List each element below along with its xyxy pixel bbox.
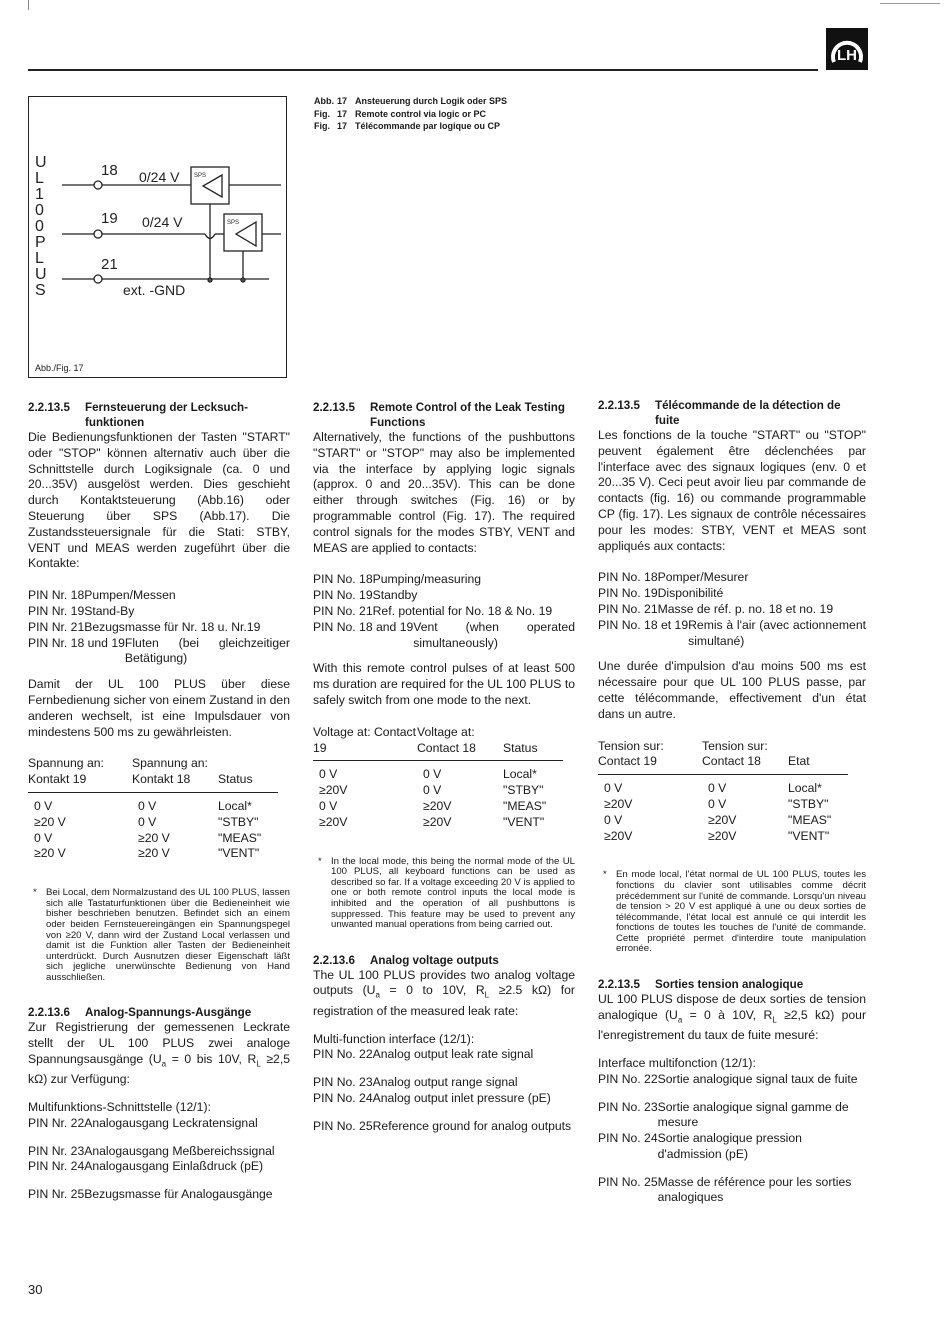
section-title: Fernsteuerung der Lecksuch-funktionen bbox=[85, 401, 248, 429]
text: ≥20V bbox=[423, 798, 452, 813]
intro-paragraph: Les fonctions de la touche "START" ou "STOP" peuvent également être déclenchées par l'interface avec des signaux logiques (env. 0 et 20...35 V). Ceci peut avoir lieu par commande de contacts (fig. 16) ou commande programmable CP (fig. 17). Les signaux de contrôle nécessaires pour les modes: STBY, VENT et MEAS sont appliqués aux contacts: bbox=[598, 428, 866, 553]
text: ≥20V bbox=[604, 796, 633, 811]
text: 0 V bbox=[604, 781, 623, 796]
section-heading bbox=[598, 398, 866, 428]
section-title: Analog-Spannungs-Ausgänge bbox=[85, 1006, 252, 1020]
text: ≥20V bbox=[319, 783, 348, 798]
text: 0 V bbox=[34, 830, 53, 845]
pin-item bbox=[598, 618, 866, 650]
caption-en: Fig. 17 Remote control via logic or PC bbox=[314, 108, 487, 119]
column-header: Tension sur: Contact 19 bbox=[598, 739, 702, 775]
device-letter: S bbox=[35, 282, 46, 299]
text: Analogausgang Leckratensignal bbox=[84, 1115, 258, 1130]
pin-item bbox=[28, 1159, 290, 1175]
text: 0 V bbox=[604, 812, 623, 827]
table-row bbox=[28, 815, 278, 831]
table-row bbox=[598, 781, 848, 797]
pulse-paragraph: Une durée d'impulsion d'au moins 500 ms est nécessaire pour que UL 100 PLUS passe, par cette télécommande, effectivement d'un état dans un autre. bbox=[598, 659, 866, 721]
text: PIN No. 25 bbox=[598, 1174, 658, 1189]
text: a bbox=[677, 1015, 683, 1025]
section-number: 2.2.13.5 bbox=[598, 978, 640, 992]
text: PIN No. 19 bbox=[313, 588, 373, 603]
text: Local* bbox=[503, 767, 537, 782]
text: PIN No. 25 bbox=[313, 1118, 373, 1133]
text: PIN Nr. 22 bbox=[28, 1115, 85, 1130]
text: Vent (when operated simultaneously) bbox=[413, 619, 575, 650]
pin-item bbox=[28, 604, 290, 620]
pin-list bbox=[313, 572, 575, 651]
scan-artifact bbox=[880, 3, 940, 4]
text: * bbox=[318, 855, 322, 867]
section-heading bbox=[598, 977, 866, 992]
sps-label-2: SPS bbox=[227, 220, 240, 226]
pin-list bbox=[598, 570, 866, 649]
text: PIN No. 23 bbox=[598, 1099, 658, 1114]
ext-gnd-label: ext. -GND bbox=[123, 282, 186, 298]
section-number: 2.2.13.5 bbox=[598, 399, 640, 412]
text: = 0 bis 10V, R bbox=[166, 1052, 257, 1067]
text: "VENT" bbox=[788, 828, 830, 843]
page-number: 30 bbox=[28, 1282, 43, 1297]
text: PIN Nr. 24 bbox=[28, 1159, 85, 1174]
interface-label: Multifunktions-Schnittstelle (12/1): bbox=[28, 1100, 211, 1115]
text: Reference ground for analog outputs bbox=[372, 1118, 572, 1133]
column-header: Voltage at: Contact 19 bbox=[313, 725, 417, 761]
section-title: Analog voltage outputs bbox=[370, 953, 499, 967]
text: Local* bbox=[788, 781, 822, 796]
text: "MEAS" bbox=[503, 798, 547, 813]
column-header: Voltage at: Contact 18 bbox=[417, 725, 503, 761]
pin-21-terminal bbox=[94, 275, 102, 283]
figure-17-diagram bbox=[28, 96, 287, 378]
pin-item bbox=[598, 586, 866, 602]
text: PIN No. 21 bbox=[598, 601, 658, 616]
pin-21-label: 21 bbox=[101, 256, 118, 273]
text: Zur Registrierung der gemessenen Leckrate stellt der UL 100 PLUS zwei analoge Spannungsausgänge (U bbox=[28, 1020, 290, 1067]
text: a bbox=[375, 990, 380, 1000]
interface-label: Multi-function interface (12/1): bbox=[313, 1031, 475, 1046]
text: * bbox=[603, 869, 607, 881]
text: ≥20 V bbox=[34, 814, 66, 829]
text: ≥20V bbox=[708, 828, 737, 843]
text: Analogausgang Meßbereichssignal bbox=[84, 1143, 275, 1158]
text: Pumpen/Messen bbox=[84, 588, 176, 603]
pin-item bbox=[598, 570, 866, 586]
section-title: Télécommande de la détection de fuite bbox=[655, 399, 841, 427]
text: ≥2,5 kΩ) zur Verfügung: bbox=[28, 1052, 290, 1087]
column-german bbox=[28, 400, 290, 1203]
table-header-row bbox=[598, 739, 848, 775]
analog-pin-list bbox=[598, 1072, 866, 1207]
text: "VENT" bbox=[503, 814, 545, 829]
text: ≥20V bbox=[423, 814, 452, 829]
pin-item bbox=[598, 602, 866, 618]
pin-item bbox=[598, 1072, 866, 1088]
section-number: 2.2.13.6 bbox=[28, 1006, 70, 1020]
pin-item bbox=[313, 572, 575, 588]
analog-paragraph bbox=[313, 968, 575, 1020]
column-header: Etat bbox=[788, 739, 848, 775]
text: a bbox=[161, 1059, 167, 1069]
text: 0 V bbox=[708, 781, 727, 796]
section-number: 2.2.13.6 bbox=[313, 953, 355, 967]
pin-item bbox=[313, 588, 575, 604]
pin-list bbox=[28, 588, 290, 667]
device-letter: L bbox=[35, 250, 44, 267]
text: PIN Nr. 18 bbox=[28, 588, 85, 603]
pin-19-signal: 0/24 V bbox=[142, 214, 183, 230]
text: 0 V bbox=[708, 796, 727, 811]
pin-item bbox=[28, 1144, 290, 1160]
section-heading bbox=[313, 400, 575, 430]
text: * bbox=[33, 887, 37, 899]
pulse-paragraph: With this remote control pulses of at least 500 ms duration are required for the UL 100 PLUS to safely switch from one mode to the next. bbox=[313, 661, 575, 707]
column-french bbox=[598, 398, 866, 1206]
text: 0 V bbox=[34, 798, 53, 813]
text: Bezugsmasse für Nr. 18 u. Nr.19 bbox=[84, 619, 261, 634]
pin-19-label: 19 bbox=[101, 210, 118, 227]
device-letter: U bbox=[35, 154, 47, 171]
pulse-paragraph: Damit der UL 100 PLUS über diese Fernbedienung sicher von einem Zustand in den anderen wechselt, ist eine Impulsdauer von mindestens 500 ms zu gewährleisten. bbox=[28, 677, 290, 739]
section-heading bbox=[28, 1005, 290, 1020]
text: PIN Nr. 21 bbox=[28, 619, 85, 634]
section-heading bbox=[313, 953, 575, 968]
table-header-row bbox=[28, 756, 278, 792]
wiring-diagram bbox=[29, 97, 288, 379]
text: PIN Nr. 19 bbox=[28, 603, 85, 618]
text: L bbox=[484, 990, 490, 1000]
text: Analog output leak rate signal bbox=[372, 1047, 534, 1062]
column-header: Status bbox=[218, 756, 278, 792]
text: Analog output range signal bbox=[372, 1075, 518, 1090]
device-letter: P bbox=[35, 234, 46, 251]
figure-label: Abb./Fig. 17 bbox=[35, 363, 84, 373]
pin-item bbox=[313, 1075, 575, 1091]
footnote bbox=[598, 870, 866, 955]
crop-mark bbox=[28, 0, 29, 10]
text: Ref. potential for No. 18 & No. 19 bbox=[372, 603, 553, 618]
intro-paragraph: Die Bedienungsfunktionen der Tasten "START" oder "STOP" können alternativ auch über die Schnittstelle durch Logiksignale (ca. 0 und 20...35V) ausgelöst werden. Dies geschieht durch Kontaktsteuerung (Abb.16) oder Steuerung über SPS (Abb.17). Die Zustandssteuersignale für die Stati: STBY, VENT und MEAS werden zugeführt über die Kontakte: bbox=[28, 430, 290, 571]
caption-fr: Fig. 17 Télécommande par logique ou CP bbox=[314, 121, 501, 131]
text: Analog output inlet pressure (pE) bbox=[372, 1090, 551, 1105]
text: PIN No. 18 and 19 bbox=[313, 619, 414, 634]
text: Sortie analogique pression d'admission (pE) bbox=[657, 1131, 802, 1161]
logo-text: LH bbox=[837, 47, 857, 64]
text: 0 V bbox=[423, 767, 442, 782]
text: 0 V bbox=[138, 814, 157, 829]
device-letter: U bbox=[35, 266, 47, 283]
text: PIN No. 18 bbox=[598, 570, 658, 585]
text: "STBY" bbox=[788, 796, 829, 811]
status-table bbox=[598, 739, 848, 845]
text: PIN Nr. 23 bbox=[28, 1143, 85, 1158]
pin-item bbox=[28, 1116, 290, 1132]
interface-label: Interface multifonction (12/1): bbox=[598, 1055, 756, 1070]
device-letter: 1 bbox=[35, 186, 44, 203]
pin-18-label: 18 bbox=[101, 162, 118, 179]
table-row bbox=[598, 829, 848, 845]
analog-pin-list bbox=[313, 1047, 575, 1134]
text: En mode local, l'état normal de UL 100 PLUS, toutes les fonctions du clavier sont utilisables comme décrit précédemment sur l'unité de commande. Lorsqu'un niveau de tension > 20 V est appliqué à une ou deux sorties de télécommande, l'état local est annulé ce qui interdit les fonctions de toutes les touches de l'unité de commande. Cette propriété permet d'interdire toute manipulation erronée. bbox=[616, 869, 866, 955]
lh-logo-icon bbox=[826, 28, 868, 70]
pin-item bbox=[28, 620, 290, 636]
text: The UL 100 PLUS provides two analog voltage outputs (U bbox=[313, 967, 575, 998]
text: Bezugsmasse für Analogausgänge bbox=[84, 1187, 273, 1202]
intro-paragraph: Alternatively, the functions of the pushbuttons "START" or "STOP" may also be implemented via the interface by applying logic signals (approx. 0 and 20...35V). This can be done either through switches (Fig. 16) or by programmable control (Fig. 17). The required control signals for the modes STBY, VENT and MEAS are applied to contacts: bbox=[313, 430, 575, 555]
footnote bbox=[313, 857, 575, 931]
footnote bbox=[28, 888, 290, 983]
sps-label-1: SPS bbox=[194, 173, 207, 179]
pin-item bbox=[598, 1131, 866, 1163]
device-letter: 0 bbox=[35, 202, 44, 219]
text: Masse de réf. p. no. 18 et no. 19 bbox=[657, 601, 834, 616]
text: Fluten (bei gleichzeitiger Betätigung) bbox=[124, 635, 290, 666]
text: PIN No. 24 bbox=[598, 1131, 658, 1146]
text: Local* bbox=[218, 798, 252, 813]
table-row bbox=[28, 799, 278, 815]
text: L bbox=[256, 1059, 261, 1069]
text: Stand-By bbox=[84, 603, 135, 618]
text: ≥20 V bbox=[138, 846, 170, 861]
text: In the local mode, this being the normal mode of the UL 100 PLUS, all keyboard functions can be used as described so far. If a voltage exceeding 20 V is applied to one or both remote control inputs the local mode is inhibited and the operation of all pushbuttons is suppressed. This feature may be used to prevent any unwanted manual operations from being carried out. bbox=[331, 855, 575, 931]
pin-item bbox=[598, 1100, 866, 1132]
section-number: 2.2.13.5 bbox=[313, 401, 355, 414]
text: 0 V bbox=[423, 783, 442, 798]
text: Disponibilité bbox=[657, 586, 724, 601]
text: ≥20V bbox=[319, 814, 348, 829]
text: 0 V bbox=[319, 798, 338, 813]
text: ≥20V bbox=[708, 812, 737, 827]
text: Sortie analogique signal taux de fuite bbox=[657, 1071, 858, 1086]
text: "STBY" bbox=[503, 783, 544, 798]
section-number: 2.2.13.5 bbox=[28, 401, 70, 414]
pin-item bbox=[313, 1047, 575, 1063]
table-row bbox=[313, 783, 563, 799]
table-row bbox=[598, 813, 848, 829]
column-english bbox=[313, 400, 575, 1135]
text: PIN No. 18 et 19 bbox=[598, 617, 689, 632]
text: ≥20 V bbox=[138, 830, 170, 845]
text: Bei Local, dem Normalzustand des UL 100 PLUS, lassen sich alle Tastaturfunktionen über die Bedieneinheit wie bisher beschrieben benutzen. Befindet sich an einem oder beiden Fernsteuereingängen ein Spannungspegel von ≥20 V, dann wird der Zustand Local verlassen und damit ist die Funktion aller Tasten der Bedieneinheit unterdrückt. Durch Ausnutzen dieser Eigenschaft läßt sich jegliche unerwünschte Bedienung von Hand ausschließen. bbox=[46, 887, 290, 983]
text: Analogausgang Einlaßdruck (pE) bbox=[84, 1159, 264, 1174]
text: Standby bbox=[372, 588, 418, 603]
text: PIN Nr. 18 und 19 bbox=[28, 635, 125, 650]
text: 0 V bbox=[319, 767, 338, 782]
text: "MEAS" bbox=[218, 830, 262, 845]
text: = 0 to 10V, R bbox=[379, 983, 485, 998]
text: PIN No. 19 bbox=[598, 586, 658, 601]
text: PIN No. 22 bbox=[598, 1071, 658, 1086]
text: ≥2.5 kΩ) for registration of the measured leak rate: bbox=[313, 983, 575, 1018]
column-header: Tension sur: Contact 18 bbox=[702, 739, 788, 775]
column-header: Spannung an: Kontakt 18 bbox=[132, 756, 218, 792]
status-table bbox=[313, 725, 563, 831]
pin-item bbox=[28, 1187, 290, 1203]
text: L bbox=[772, 1015, 777, 1025]
text: 0 V bbox=[138, 798, 157, 813]
table-row bbox=[598, 797, 848, 813]
pin-item bbox=[313, 604, 575, 620]
text: "VENT" bbox=[218, 846, 260, 861]
header-rule bbox=[28, 69, 818, 71]
analog-paragraph bbox=[28, 1020, 290, 1088]
device-label-vertical bbox=[35, 154, 47, 299]
pin-item bbox=[28, 636, 290, 668]
pin-item bbox=[313, 1091, 575, 1107]
text: Masse de référence pour les sorties analogiques bbox=[657, 1174, 852, 1205]
text: UL 100 PLUS dispose de deux sorties de tension analogique (U bbox=[598, 992, 866, 1022]
text: ≥2,5 kΩ) pour l'enregistrement du taux de fuite mesuré: bbox=[598, 1007, 867, 1043]
pin-item bbox=[313, 620, 575, 652]
pin-item bbox=[28, 588, 290, 604]
text: "STBY" bbox=[218, 814, 259, 829]
pin-item bbox=[313, 1119, 575, 1135]
caption-de: Abb. 17 Ansteuerung durch Logik oder SPS bbox=[314, 96, 508, 106]
text: PIN No. 21 bbox=[313, 603, 373, 618]
analog-paragraph bbox=[598, 992, 866, 1044]
text: = 0 à 10V, R bbox=[682, 1007, 773, 1022]
table-row bbox=[313, 767, 563, 783]
text: PIN No. 23 bbox=[313, 1075, 373, 1090]
table-header-row bbox=[313, 725, 563, 761]
text: PIN No. 24 bbox=[313, 1090, 373, 1105]
analog-pin-list bbox=[28, 1116, 290, 1203]
section-title: Sorties tension analogique bbox=[655, 978, 804, 992]
pin-19-terminal bbox=[94, 230, 102, 238]
text: ≥20V bbox=[604, 828, 633, 843]
text: Sortie analogique signal gamme de mesure bbox=[657, 1099, 849, 1130]
table-row bbox=[28, 831, 278, 847]
pin-18-terminal bbox=[94, 181, 102, 189]
device-letter: 0 bbox=[35, 218, 44, 235]
pin-item bbox=[598, 1175, 866, 1207]
text: "MEAS" bbox=[788, 812, 832, 827]
device-letter: L bbox=[35, 170, 44, 187]
table-row bbox=[313, 815, 563, 831]
column-header: Status bbox=[503, 725, 563, 761]
text: PIN No. 18 bbox=[313, 572, 373, 587]
text: Pomper/Mesurer bbox=[657, 570, 749, 585]
section-title: Remote Control of the Leak Testing Functions bbox=[370, 401, 565, 429]
table-row bbox=[313, 799, 563, 815]
text: Remis à l'air (avec actionnement simultané) bbox=[688, 617, 866, 648]
text: ≥20 V bbox=[34, 846, 66, 861]
section-heading bbox=[28, 400, 290, 430]
text: PIN No. 22 bbox=[313, 1047, 373, 1062]
table-row bbox=[28, 846, 278, 862]
figure-caption bbox=[314, 95, 507, 133]
text: Pumping/measuring bbox=[372, 572, 482, 587]
column-header: Spannung an: Kontakt 19 bbox=[28, 756, 132, 792]
status-table bbox=[28, 756, 278, 862]
text: PIN Nr. 25 bbox=[28, 1187, 85, 1202]
pin-18-signal: 0/24 V bbox=[139, 169, 180, 185]
